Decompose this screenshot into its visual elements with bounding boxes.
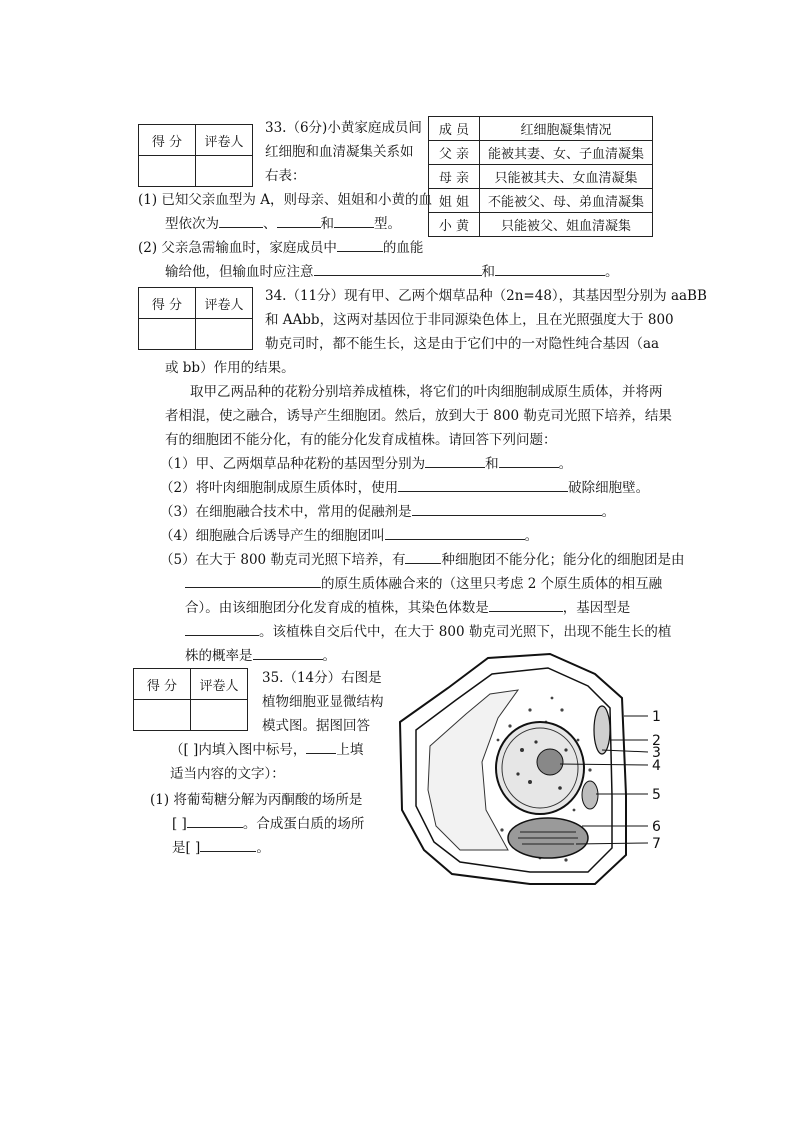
text: 。 (524, 528, 539, 544)
grader-cell (196, 156, 253, 187)
answer-blank[interactable] (425, 453, 485, 468)
text: 。该植株自交后代中，在大于 800 勒克司光照下，出现不能生长的植 (259, 624, 672, 640)
member-cell: 父 亲 (429, 141, 480, 165)
text: 和 (481, 264, 495, 280)
q34-sub4 (160, 524, 538, 548)
text: （3）在细胞融合技术中，常用的促融剂是 (160, 504, 412, 520)
q33-part1-line1: (1) 已知父亲血型为 A，则母亲、姐姐和小黄的血 (138, 192, 432, 208)
q34-intro-line3: 勒克司时，都不能生长，这是由于它们中的一对隐性纯合基因（aa (265, 336, 660, 352)
answer-blank[interactable] (385, 525, 525, 540)
q34-para-line1: 取甲乙两品种的花粉分别培养成植株，将它们的叶肉细胞制成原生质体，并将两 (190, 384, 663, 400)
golgi-body (582, 781, 598, 809)
text: （[ ]内填入图中标号， (170, 742, 307, 758)
answer-blank (306, 739, 336, 754)
label-2: 2 (652, 733, 661, 749)
label-1: 1 (652, 709, 661, 725)
answer-blank[interactable] (185, 621, 259, 636)
q35-note-line2: 适当内容的文字）： (170, 766, 285, 782)
grader-cell (196, 319, 253, 350)
grader-cell (191, 700, 248, 731)
text: （1）甲、乙两烟草品种花粉的基因型分别为 (160, 456, 426, 472)
text: 。 (322, 648, 336, 664)
q34-sub5-line5 (185, 644, 336, 668)
q34-para-line2: 者相混，使之融合，诱导产生细胞团。然后，放到大于 800 勒克司光照下培养，结果 (165, 408, 672, 424)
score-box-33 (138, 124, 253, 187)
text: 和 (320, 216, 334, 232)
label-6: 6 (652, 819, 661, 835)
score-cell (134, 700, 191, 731)
q33-intro-line1: 33.（6分)小黄家庭成员间 (265, 120, 422, 136)
grader-label: 评卷人 (191, 669, 248, 700)
label-7: 7 (652, 836, 661, 852)
q35-sub1-line3 (172, 836, 270, 860)
status-cell: 不能被父、母、弟血清凝集 (480, 189, 653, 213)
table-row (429, 141, 653, 165)
text: 输给他，但输血时应注意 (165, 264, 314, 280)
table-header-row (429, 117, 653, 141)
grader-label: 评卷人 (196, 288, 253, 319)
q34-sub5-line1 (160, 548, 684, 572)
q35-intro-line1: 35.（14分）右图是 (262, 670, 382, 686)
answer-blank[interactable] (187, 813, 243, 828)
text: 。 (558, 456, 573, 472)
text: 型依次为 (165, 216, 219, 232)
answer-blank[interactable] (253, 645, 323, 660)
q35-sub1-line1: (1) 将葡萄糖分解为丙酮酸的场所是 (150, 792, 363, 808)
text: ，基因型是 (562, 600, 631, 616)
score-cell (139, 156, 196, 187)
q34-intro-line4: 或 bb）作用的结果。 (165, 360, 295, 376)
answer-blank[interactable] (200, 837, 256, 852)
text: (2) 父亲急需输血时，家庭成员中 (138, 240, 337, 256)
q35-intro-line3: 模式图。据图回答 (262, 718, 370, 734)
table-row (429, 165, 653, 189)
member-cell: 姐 姐 (429, 189, 480, 213)
q33-intro-line2: 红细胞和血清凝集关系如 (265, 144, 414, 160)
label-4: 4 (652, 758, 661, 774)
text: （2）将叶肉细胞制成原生质体时，使用 (160, 480, 399, 496)
text: [ ] (172, 816, 187, 832)
q35-sub1-line2 (172, 812, 364, 836)
header-status: 红细胞凝集情况 (480, 117, 653, 141)
status-cell: 只能被父、姐血清凝集 (480, 213, 653, 237)
q33-intro-line3: 右表： (265, 168, 306, 184)
score-label: 得 分 (134, 669, 191, 700)
answer-blank[interactable] (499, 453, 559, 468)
q35-intro-line2: 植物细胞亚显微结构 (262, 694, 384, 710)
q33-part2-line2 (165, 260, 619, 284)
q34-sub5-line4 (185, 620, 671, 644)
table-row (429, 189, 653, 213)
answer-blank[interactable] (277, 213, 321, 228)
score-box-35 (133, 668, 248, 731)
q34-intro-line2: 和 AAbb，这两对基因位于非同源染色体上，且在光照强度大于 800 (265, 312, 674, 328)
score-label: 得 分 (139, 125, 196, 156)
answer-blank[interactable] (334, 213, 374, 228)
text: 。合成蛋白质的场所 (242, 816, 365, 832)
plant-cell-diagram (390, 650, 690, 890)
q34-sub3 (160, 500, 615, 524)
q33-part1-line2 (165, 212, 401, 236)
text: （4）细胞融合后诱导产生的细胞团叫 (160, 528, 385, 544)
text: 上填 (336, 742, 364, 758)
answer-blank[interactable] (337, 237, 383, 252)
text: 合）。由该细胞团分化发育成的植株，其染色体数是 (185, 600, 489, 616)
text: 。 (605, 264, 619, 280)
q34-sub5-line2 (185, 572, 662, 596)
status-cell: 能被其妻、女、子血清凝集 (480, 141, 653, 165)
text: 。 (601, 504, 616, 520)
grader-label: 评卷人 (196, 125, 253, 156)
text: 种细胞团不能分化；能分化的细胞团是由 (441, 552, 685, 568)
nucleolus (537, 749, 563, 775)
text: 和 (485, 456, 499, 472)
q35-note-line1 (170, 738, 363, 762)
q34-para-line3: 有的细胞团不能分化，有的能分化发育成植株。请回答下列问题： (165, 432, 557, 448)
label-3: 3 (652, 745, 661, 761)
q34-sub1 (160, 452, 572, 476)
answer-blank[interactable] (489, 597, 563, 612)
answer-blank[interactable] (398, 477, 568, 492)
text: （5）在大于 800 勒克司光照下培养，有 (160, 552, 406, 568)
text: 型。 (374, 216, 401, 232)
text: 是[ ] (172, 840, 201, 856)
answer-blank[interactable] (219, 213, 263, 228)
score-box-34 (138, 287, 253, 350)
blood-agglutination-table (428, 116, 653, 237)
q34-intro-line1: 34.（11分）现有甲、乙两个烟草品种（2n=48），其基因型分别为 aaBB (265, 288, 707, 304)
text: 破除细胞壁。 (568, 480, 650, 496)
q33-part2-line1 (138, 236, 423, 260)
text: 的原生质体融合来的（这里只考虑 2 个原生质体的相互融 (321, 576, 663, 592)
text: 株的概率是 (185, 648, 253, 664)
q34-sub2 (160, 476, 649, 500)
label-5: 5 (652, 787, 661, 803)
text: 的血能 (382, 240, 424, 256)
member-cell: 母 亲 (429, 165, 480, 189)
answer-blank[interactable] (314, 261, 482, 276)
answer-blank[interactable] (405, 549, 441, 564)
text: 、 (263, 216, 277, 232)
header-member: 成 员 (429, 117, 480, 141)
score-label: 得 分 (139, 288, 196, 319)
answer-blank[interactable] (185, 573, 321, 588)
status-cell: 只能被其夫、女血清凝集 (480, 165, 653, 189)
table-row (429, 213, 653, 237)
text: 。 (256, 840, 270, 856)
answer-blank[interactable] (412, 501, 602, 516)
q34-sub5-line3 (185, 596, 630, 620)
member-cell: 小 黄 (429, 213, 480, 237)
answer-blank[interactable] (495, 261, 605, 276)
mitochondrion (594, 706, 610, 754)
score-cell (139, 319, 196, 350)
